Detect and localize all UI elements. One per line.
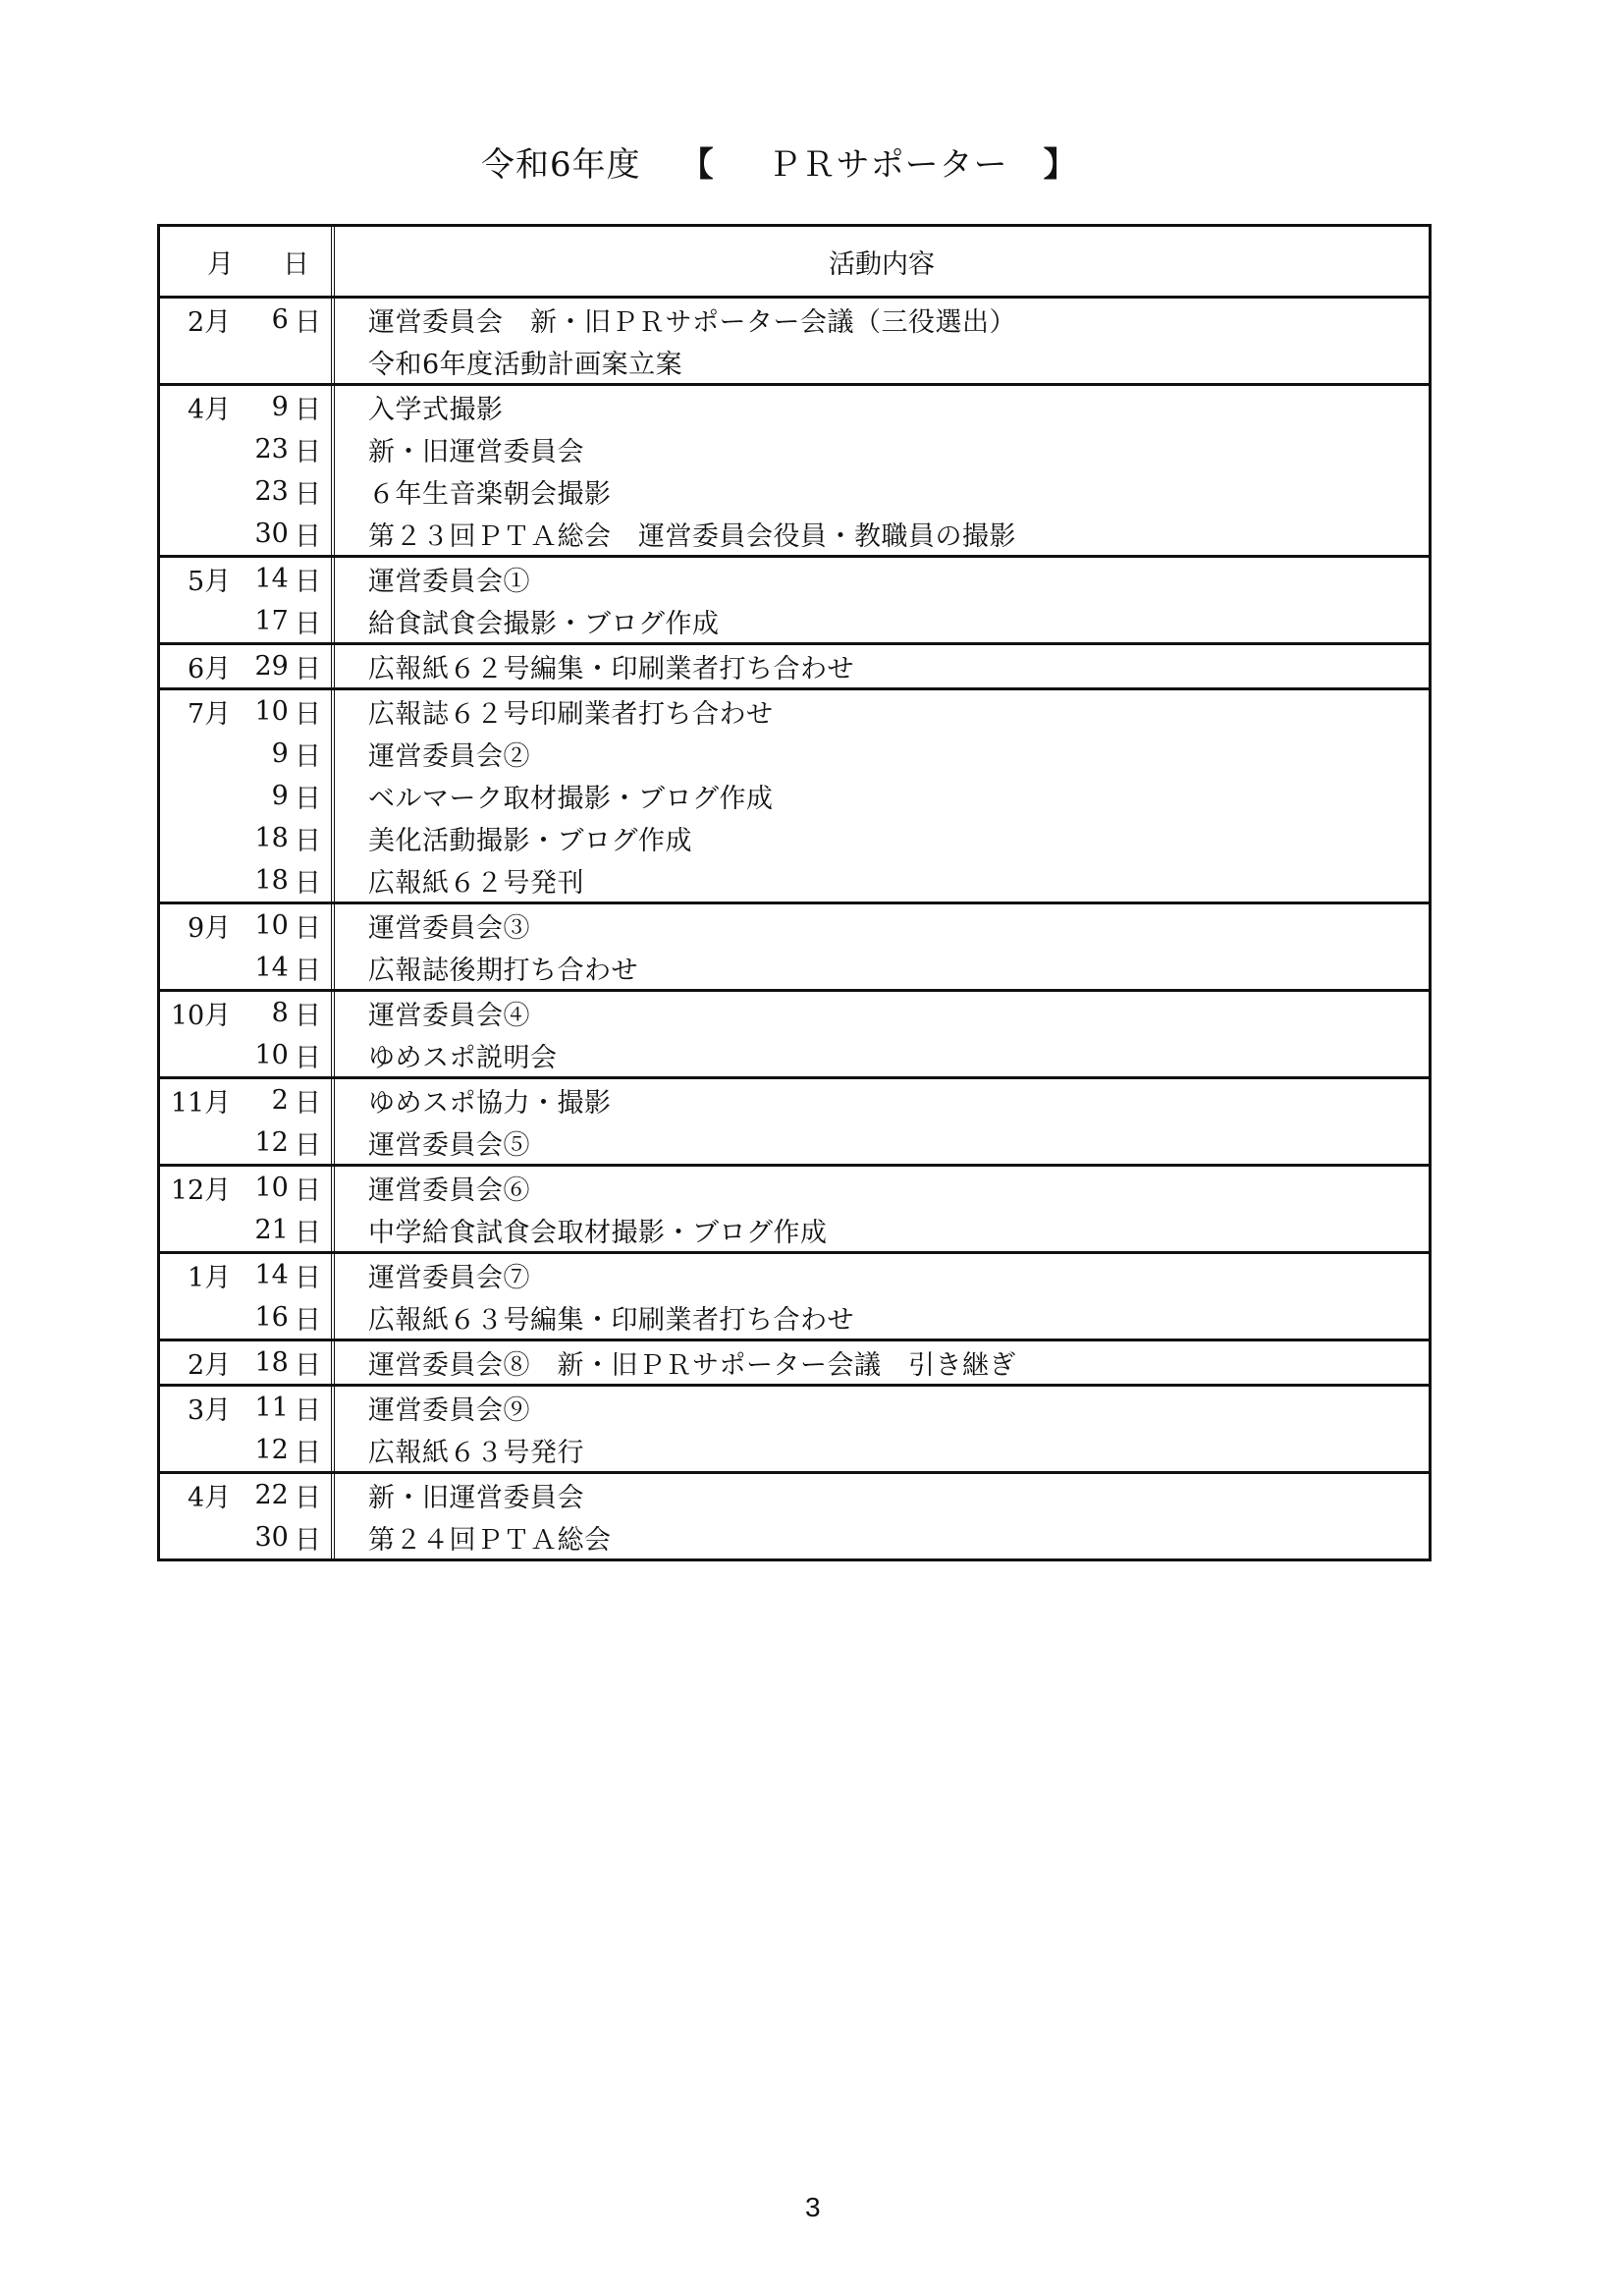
date-cell [160,1167,335,1209]
title-year: 令和6年度 [481,145,641,185]
activity-cell [335,1474,1429,1516]
table-row [160,1034,1429,1076]
activity-cell [335,1516,1429,1558]
activity-text: ゆめスポ説明会 [368,1043,558,1073]
day-unit: 日 [295,826,321,856]
activity-cell [335,428,1429,470]
date-cell [160,1254,335,1296]
day-number: 18 [254,823,289,853]
table-row [160,859,1429,902]
activity-text: 広報紙６３号発行 [368,1438,584,1468]
activity-cell [335,386,1429,428]
day-number: 2 [271,1085,289,1116]
header-month: 月 [207,248,234,280]
activity-text: 広報誌後期打ち合わせ [368,956,638,986]
date-cell [160,428,335,470]
month-group [160,1079,1429,1167]
activity-cell [335,733,1429,775]
month-label: 2月 [188,307,232,338]
table-row [160,299,1429,341]
day-unit: 日 [295,913,321,944]
table-row [160,1474,1429,1516]
activity-cell [335,558,1429,600]
day-number: 14 [254,1260,289,1290]
day-number: 9 [271,392,289,422]
month-group [160,992,1429,1079]
page-number: 3 [805,2192,821,2222]
month-group [160,1254,1429,1341]
date-cell [160,1341,335,1384]
day-unit: 日 [295,307,321,338]
activity-cell [335,904,1429,947]
header-day: 日 [283,248,309,280]
month-group [160,1474,1429,1558]
table-row [160,904,1429,947]
date-cell [160,817,335,859]
activity-text: 運営委員会⑦ [368,1263,530,1293]
month-label: 12月 [170,1175,232,1206]
day-number: 14 [254,953,289,983]
day-number: 12 [254,1435,289,1465]
date-cell [160,1387,335,1429]
date-cell [160,1429,335,1471]
activity-cell [335,1079,1429,1121]
month-group [160,690,1429,904]
table-row [160,386,1429,428]
month-group [160,1341,1429,1387]
date-cell [160,558,335,600]
activity-text: 運営委員会⑤ [368,1130,530,1161]
activity-cell [335,600,1429,642]
day-unit: 日 [295,654,321,684]
day-number: 9 [271,738,289,769]
day-unit: 日 [295,395,321,425]
month-label: 2月 [188,1350,232,1381]
table-row [160,1516,1429,1558]
activity-cell [335,1341,1429,1384]
month-group [160,1387,1429,1474]
activity-text: 運営委員会① [368,567,530,597]
date-cell [160,859,335,902]
day-unit: 日 [295,479,321,510]
activity-cell [335,299,1429,341]
activity-text: 運営委員会⑨ [368,1395,530,1426]
table-row [160,1254,1429,1296]
day-unit: 日 [295,1001,321,1031]
activity-cell [335,992,1429,1034]
day-unit: 日 [295,521,321,552]
activity-cell [335,1034,1429,1076]
day-unit: 日 [295,784,321,814]
day-unit: 日 [295,868,321,899]
day-number: 23 [254,434,289,465]
day-number: 21 [254,1215,289,1245]
header-content-cell [335,227,1429,296]
date-cell [160,341,335,383]
table-row [160,733,1429,775]
table-row [160,513,1429,555]
activity-text: 広報誌６２号印刷業者打ち合わせ [368,699,774,730]
activity-text: 新・旧運営委員会 [368,437,584,467]
table-row [160,1387,1429,1429]
activity-text: 運営委員会③ [368,913,530,944]
day-unit: 日 [295,609,321,639]
month-group [160,645,1429,690]
activity-cell [335,341,1429,383]
month-label: 7月 [188,699,232,730]
header-content: 活動内容 [829,248,935,280]
table-row [160,1121,1429,1164]
day-number: 16 [254,1302,289,1333]
title-open-bracket: 【 [679,145,715,185]
day-unit: 日 [295,1175,321,1206]
table-row [160,992,1429,1034]
day-number: 29 [254,651,289,682]
date-cell [160,645,335,687]
activity-text: 第２４回ＰＴＡ総会 [368,1525,612,1556]
activity-text: 運営委員会② [368,741,530,772]
month-label: 11月 [170,1088,232,1119]
day-number: 10 [254,696,289,727]
activity-text: 運営委員会④ [368,1001,530,1031]
activity-text: 運営委員会⑧ 新・旧ＰＲサポーター会議 引き継ぎ [368,1350,1016,1381]
date-cell [160,1034,335,1076]
month-label: 4月 [188,1483,232,1513]
table-row [160,1167,1429,1209]
activity-cell [335,1254,1429,1296]
table-row [160,775,1429,817]
day-number: 8 [271,998,289,1028]
table-row [160,1209,1429,1251]
activity-text: ゆめスポ協力・撮影 [368,1088,612,1119]
day-number: 12 [254,1127,289,1158]
month-label: 10月 [170,1001,232,1031]
month-group [160,1167,1429,1254]
table-row [160,690,1429,733]
activity-cell [335,1296,1429,1339]
activity-cell [335,513,1429,555]
month-group [160,904,1429,992]
activity-cell [335,690,1429,733]
date-cell [160,1121,335,1164]
activity-text: 第２３回ＰＴＡ総会 運営委員会役員・教職員の撮影 [368,521,1016,552]
title-close-bracket: 】 [1043,145,1078,185]
table-row [160,1341,1429,1384]
activity-cell [335,1121,1429,1164]
date-cell [160,600,335,642]
day-unit: 日 [295,567,321,597]
month-label: 6月 [188,654,232,684]
day-number: 9 [271,781,289,811]
day-unit: 日 [295,741,321,772]
day-unit: 日 [295,1395,321,1426]
table-row [160,1296,1429,1339]
day-unit: 日 [295,1350,321,1381]
day-number: 22 [254,1480,289,1510]
day-number: 17 [254,606,289,636]
activity-cell [335,1387,1429,1429]
date-cell [160,992,335,1034]
activity-cell [335,1209,1429,1251]
table-row [160,1429,1429,1471]
table-body [160,299,1429,1558]
activity-text: 美化活動撮影・ブログ作成 [368,826,692,856]
activity-text: 広報紙６２号発刊 [368,868,584,899]
activity-text: 入学式撮影 [368,395,504,425]
day-unit: 日 [295,437,321,467]
month-label: 4月 [188,395,232,425]
day-unit: 日 [295,1088,321,1119]
date-cell [160,386,335,428]
activity-text: 新・旧運営委員会 [368,1483,584,1513]
day-number: 14 [254,564,289,594]
day-number: 6 [271,304,289,335]
date-cell [160,299,335,341]
table-row [160,558,1429,600]
activity-cell [335,1429,1429,1471]
activity-cell [335,775,1429,817]
day-unit: 日 [295,1263,321,1293]
activity-schedule-table [157,224,1432,1561]
date-cell [160,513,335,555]
table-row [160,600,1429,642]
month-group [160,558,1429,645]
date-cell [160,690,335,733]
date-cell [160,904,335,947]
date-cell [160,1296,335,1339]
date-cell [160,733,335,775]
table-row [160,645,1429,687]
day-unit: 日 [295,1043,321,1073]
day-unit: 日 [295,1438,321,1468]
document-title [481,137,1078,186]
day-number: 18 [254,865,289,896]
month-label: 1月 [188,1263,232,1293]
activity-cell [335,645,1429,687]
activity-text: ６年生音楽朝会撮影 [368,479,612,510]
day-unit: 日 [295,1305,321,1336]
day-number: 10 [254,910,289,941]
activity-text: 給食試食会撮影・ブログ作成 [368,609,720,639]
date-cell [160,1079,335,1121]
day-number: 11 [254,1393,289,1423]
month-label: 3月 [188,1395,232,1426]
activity-cell [335,1167,1429,1209]
date-cell [160,1209,335,1251]
date-cell [160,1474,335,1516]
day-unit: 日 [295,1525,321,1556]
activity-cell [335,817,1429,859]
activity-cell [335,470,1429,513]
date-cell [160,775,335,817]
table-row [160,428,1429,470]
day-unit: 日 [295,956,321,986]
month-group [160,299,1429,386]
table-row [160,817,1429,859]
day-number: 23 [254,476,289,507]
day-unit: 日 [295,699,321,730]
day-number: 30 [254,519,289,549]
activity-text: 令和6年度活動計画案立案 [368,350,683,380]
date-cell [160,470,335,513]
activity-cell [335,859,1429,902]
day-number: 30 [254,1522,289,1553]
date-cell [160,1516,335,1558]
activity-text: 中学給食試食会取材撮影・ブログ作成 [368,1218,828,1248]
day-number: 10 [254,1173,289,1203]
day-number: 10 [254,1040,289,1070]
day-number: 18 [254,1347,289,1378]
day-unit: 日 [295,1218,321,1248]
day-unit: 日 [295,1130,321,1161]
table-row [160,947,1429,989]
table-row [160,341,1429,383]
activity-text: 運営委員会 新・旧ＰＲサポーター会議（三役選出） [368,307,1016,338]
month-label: 5月 [188,567,232,597]
activity-text: 運営委員会⑥ [368,1175,530,1206]
activity-text: ベルマーク取材撮影・ブログ作成 [368,784,774,814]
activity-text: 広報紙６２号編集・印刷業者打ち合わせ [368,654,854,684]
header-date-cell [160,227,335,296]
activity-text: 広報紙６３号編集・印刷業者打ち合わせ [368,1305,854,1336]
month-label: 9月 [188,913,232,944]
date-cell [160,947,335,989]
activity-cell [335,947,1429,989]
table-row [160,470,1429,513]
title-name: ＰＲサポーター [767,145,1008,185]
month-group [160,386,1429,558]
day-unit: 日 [295,1483,321,1513]
table-header [160,227,1429,299]
table-row [160,1079,1429,1121]
